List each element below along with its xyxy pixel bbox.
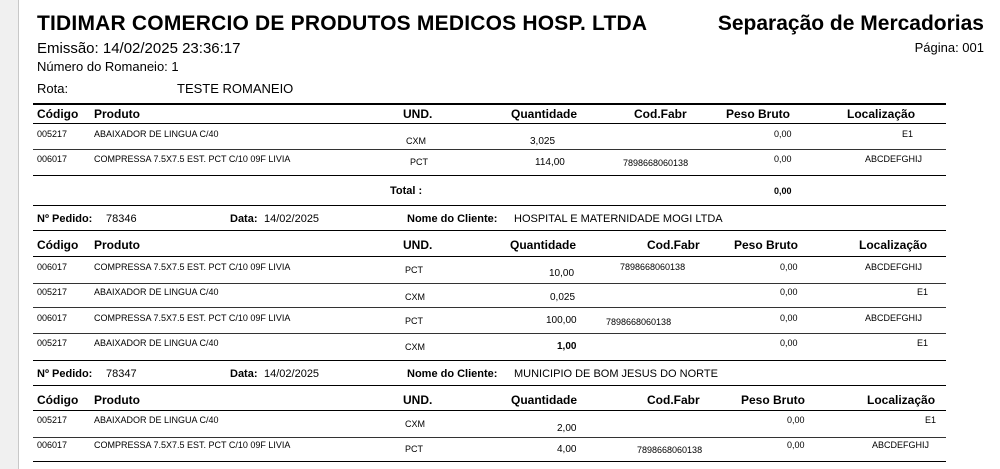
- order-label: Nº Pedido:: [37, 368, 93, 380]
- table-row-codigo: 006017: [37, 440, 68, 450]
- col-produto-header: Produto: [94, 238, 140, 252]
- total-rule: [33, 205, 946, 206]
- table-row-quantidade: 10,00: [549, 268, 575, 279]
- col-und-header: UND.: [403, 238, 433, 252]
- header-rule-top: [33, 103, 946, 105]
- table-row-codfabr: 7898668060138: [606, 317, 672, 327]
- emission-date: Emissão: 14/02/2025 23:36:17: [37, 40, 241, 57]
- table-row-quantidade: 3,025: [530, 136, 556, 147]
- table-row-und: CXM: [405, 342, 425, 352]
- col-codfabr-header: Cod.Fabr: [647, 238, 700, 252]
- row-divider: [33, 307, 946, 308]
- col-localizacao-header: Localização: [847, 107, 916, 121]
- table-row-codigo: 005217: [37, 338, 68, 348]
- client-label: Nome do Cliente:: [407, 213, 498, 225]
- table-row-und: PCT: [410, 157, 428, 167]
- table-row-produto: COMPRESSA 7.5X7.5 EST. PCT C/10 09F LIVIA: [94, 313, 291, 323]
- table-row-localizacao: ABCDEFGHIJ: [865, 313, 923, 323]
- table-row-localizacao: E1: [902, 129, 914, 139]
- table-row-codigo: 006017: [37, 262, 68, 272]
- col-und-header: UND.: [403, 393, 433, 407]
- table-row-quantidade: 114,00: [535, 157, 565, 168]
- table-row-und: CXM: [405, 292, 425, 302]
- row-divider: [33, 333, 946, 334]
- row-divider: [33, 283, 946, 284]
- romaneio-number: Número do Romaneio: 1: [37, 59, 179, 74]
- table-row-produto: COMPRESSA 7.5X7.5 EST. PCT C/10 09F LIVIA: [94, 154, 291, 164]
- row-divider: [33, 149, 946, 150]
- order-date-label: Data:: [230, 368, 258, 380]
- col-produto-header: Produto: [94, 107, 140, 121]
- table-row-und: PCT: [405, 444, 423, 454]
- table-row-peso: 0,00: [774, 154, 792, 164]
- col-localizacao-header: Localização: [859, 238, 928, 252]
- table-row-produto: ABAIXADOR DE LINGUA C/40: [94, 415, 219, 425]
- order-number: 78346: [106, 213, 137, 225]
- col-codigo-header: Código: [37, 238, 79, 252]
- total-label: Total :: [390, 185, 423, 197]
- table-row-codfabr: 7898668060138: [637, 445, 703, 455]
- table-row-und: CXM: [405, 419, 425, 429]
- table-row-localizacao: ABCDEFGHIJ: [865, 154, 923, 164]
- table-row-quantidade: 2,00: [557, 423, 577, 434]
- table-row-localizacao: E1: [917, 338, 929, 348]
- route-value: TESTE ROMANEIO: [177, 81, 294, 96]
- table-row-localizacao: ABCDEFGHIJ: [872, 440, 930, 450]
- table-row-und: PCT: [405, 316, 423, 326]
- row-divider: [33, 175, 946, 176]
- table-row-produto: ABAIXADOR DE LINGUA C/40: [94, 129, 219, 139]
- col-quantidade-header: Quantidade: [511, 393, 578, 407]
- table-row-codigo: 005217: [37, 129, 68, 139]
- table-row-produto: ABAIXADOR DE LINGUA C/40: [94, 338, 219, 348]
- header-rule-bottom: [33, 256, 946, 257]
- row-divider: [33, 360, 946, 361]
- table-row-localizacao: E1: [917, 287, 929, 297]
- order-number: 78347: [106, 368, 137, 380]
- table-row-peso: 0,00: [774, 129, 792, 139]
- total-value: 0,00: [774, 186, 792, 196]
- table-row-codfabr: 7898668060138: [620, 262, 686, 272]
- client-name: HOSPITAL E MATERNIDADE MOGI LTDA: [514, 213, 723, 225]
- table-row-peso: 0,00: [780, 313, 798, 323]
- table-row-quantidade: 100,00: [546, 315, 577, 326]
- order-rule: [33, 230, 946, 231]
- col-peso-header: Peso Bruto: [726, 107, 791, 121]
- table-row-produto: ABAIXADOR DE LINGUA C/40: [94, 287, 219, 297]
- order-date: 14/02/2025: [264, 368, 320, 380]
- table-row-peso: 0,00: [780, 262, 798, 272]
- report-title: Separação de Mercadorias: [717, 12, 984, 35]
- col-localizacao-header: Localização: [867, 393, 936, 407]
- table-row-peso: 0,00: [787, 440, 805, 450]
- table-row-quantidade: 0,025: [550, 292, 576, 303]
- row-divider: [33, 461, 946, 462]
- col-quantidade-header: Quantidade: [510, 238, 577, 252]
- col-codfabr-header: Cod.Fabr: [634, 107, 687, 121]
- col-peso-header: Peso Bruto: [741, 393, 806, 407]
- table-row-quantidade: 4,00: [557, 444, 577, 455]
- order-rule: [33, 385, 946, 386]
- header-rule-bottom: [33, 410, 946, 411]
- row-divider: [33, 437, 946, 438]
- route-label: Rota:: [37, 81, 69, 96]
- table-row-peso: 0,00: [787, 415, 805, 425]
- table-row-codigo: 006017: [37, 154, 68, 164]
- col-peso-header: Peso Bruto: [734, 238, 799, 252]
- order-date-label: Data:: [230, 213, 258, 225]
- table-row-codigo: 006017: [37, 313, 68, 323]
- order-label: Nº Pedido:: [37, 213, 93, 225]
- table-row-codfabr: 7898668060138: [623, 158, 689, 168]
- table-row-peso: 0,00: [780, 287, 798, 297]
- client-name: MUNICIPIO DE BOM JESUS DO NORTE: [514, 368, 718, 380]
- col-codigo-header: Código: [37, 107, 79, 121]
- table-row-codigo: 005217: [37, 287, 68, 297]
- col-codigo-header: Código: [37, 393, 79, 407]
- client-label: Nome do Cliente:: [407, 368, 498, 380]
- table-row-quantidade: 1,00: [557, 341, 577, 352]
- table-row-localizacao: ABCDEFGHIJ: [865, 262, 923, 272]
- table-row-localizacao: E1: [925, 415, 937, 425]
- table-row-und: PCT: [405, 265, 423, 275]
- company-name: TIDIMAR COMERCIO DE PRODUTOS MEDICOS HOSP. LTDA: [37, 12, 648, 35]
- order-date: 14/02/2025: [264, 213, 320, 225]
- table-row-codigo: 005217: [37, 415, 68, 425]
- table-row-und: CXM: [406, 136, 426, 146]
- page-number: Página: 001: [914, 40, 984, 55]
- table-row-produto: COMPRESSA 7.5X7.5 EST. PCT C/10 09F LIVIA: [94, 262, 291, 272]
- table-row-produto: COMPRESSA 7.5X7.5 EST. PCT C/10 09F LIVIA: [94, 440, 291, 450]
- col-quantidade-header: Quantidade: [511, 107, 578, 121]
- header-rule-bottom: [33, 123, 946, 124]
- table-row-peso: 0,00: [780, 338, 798, 348]
- page-edge: [18, 0, 19, 469]
- col-codfabr-header: Cod.Fabr: [647, 393, 700, 407]
- col-produto-header: Produto: [94, 393, 140, 407]
- col-und-header: UND.: [403, 107, 433, 121]
